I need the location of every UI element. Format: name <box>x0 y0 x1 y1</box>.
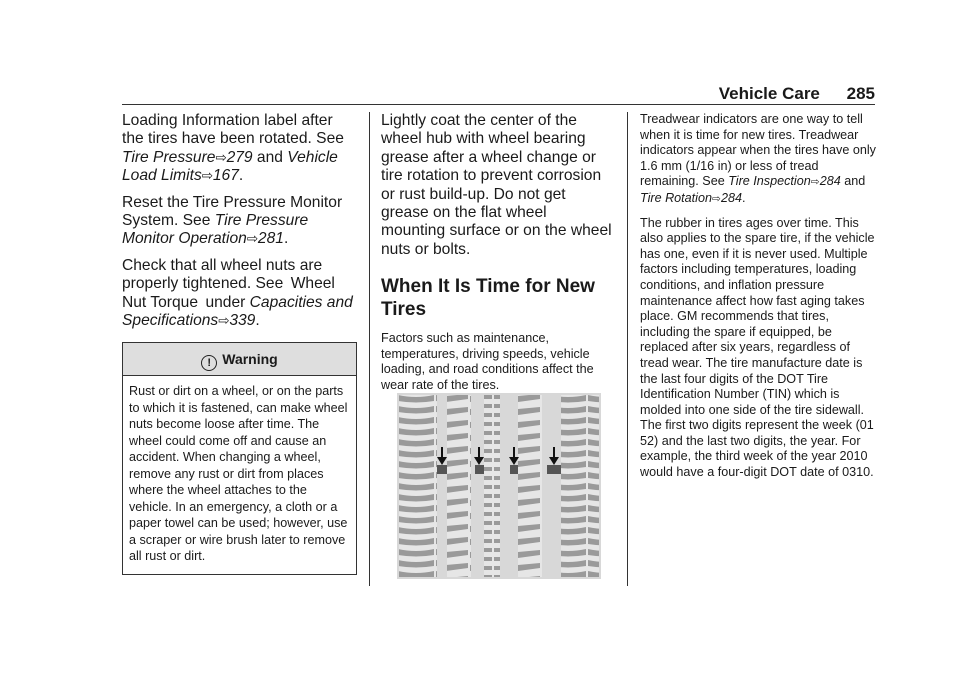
tread-rib <box>484 395 500 577</box>
cross-ref-link[interactable]: Tire Inspection <box>728 174 811 189</box>
paragraph: Loading Information label after the tires have been rotated. See Tire Pressure⇨279 and Vehicle Load Limits⇨167. <box>122 112 344 185</box>
ref-arrow-icon: ⇨ <box>201 168 213 184</box>
paragraph: Check that all wheel nuts are properly tightened. See Wheel Nut Torque under Capacities and Specifications⇨339. <box>122 256 353 330</box>
warning-title: Warning <box>222 351 278 368</box>
page-ref[interactable]: 284 <box>819 174 841 189</box>
paragraph: Reset the Tire Pressure Monitor System. See Tire Pressure Monitor Operation⇨281. <box>122 193 343 248</box>
warning-text: Rust or dirt on a wheel, or on the parts to which it is fastened, can make wheel nuts become loose after time. The wheel could come off and cause an accident. When changing a wheel, remove any rust or dirt from places where the wheel attaches to the vehicle. In an emergency, a cloth or a paper towel can be used; however, use a scraper or wire brush later to remove all rust or dirt. <box>129 384 348 564</box>
column-divider <box>369 112 370 586</box>
column-divider <box>627 112 628 586</box>
cross-ref-link[interactable]: Tire Rotation <box>640 190 712 205</box>
page-ref[interactable]: 167 <box>212 167 239 185</box>
tread-rib <box>561 395 599 577</box>
treadwear-indicator-illustration <box>397 393 601 579</box>
ref-arrow-icon: ⇨ <box>218 313 230 329</box>
header-rule <box>122 104 875 105</box>
wear-bar <box>547 465 561 474</box>
column-middle <box>381 112 614 402</box>
page-ref[interactable]: 284 <box>720 190 742 205</box>
paragraph: Treadwear indicators are one way to tell when it is time for new tires. Treadwear indicators appear when the tires have only 1.6 mm (1/16 in) or less of tread remaining. See Tire Inspection⇨284 and Tire Rotation⇨284. <box>640 112 876 205</box>
warning-icon: ! <box>201 355 217 371</box>
wear-bar <box>510 465 518 474</box>
page-ref[interactable]: 279 <box>226 148 253 166</box>
cross-ref-link[interactable]: Tire Pressure <box>122 148 216 166</box>
ref-arrow-icon: ⇨ <box>246 231 258 247</box>
ref-arrow-icon: ⇨ <box>711 192 721 205</box>
column-right <box>640 112 878 489</box>
column-left <box>122 112 357 575</box>
ref-arrow-icon: ⇨ <box>810 176 820 189</box>
paragraph: Lightly coat the center of the wheel hub with wheel bearing grease after a wheel change or tire rotation to prevent corrosion or rust build-up. Do not get grease on the flat wheel mounting surface or on the wheel nuts or bolts. <box>381 112 612 258</box>
warning-header <box>123 343 356 376</box>
page-ref[interactable]: 339 <box>229 312 256 330</box>
tread-rib <box>399 395 437 577</box>
wear-bar <box>437 465 447 474</box>
warning-box <box>122 342 357 575</box>
cross-ref-link[interactable]: Tire Pressure Monitor Operation <box>122 212 309 248</box>
paragraph: Factors such as maintenance, temperatures, driving speeds, vehicle loading, and road conditions affect the wear rate of the tires. <box>381 331 594 393</box>
ref-arrow-icon: ⇨ <box>215 149 227 165</box>
cross-ref-link[interactable]: Vehicle Load Limits <box>122 148 338 185</box>
section-heading: When It Is Time for New Tires <box>381 276 595 321</box>
cross-ref-link[interactable]: Capacities and Specifications <box>122 293 353 330</box>
paragraph: The rubber in tires ages over time. This also applies to the spare tire, if the vehicle has one, even if it is never used. Multiple factors including temperatures, loading conditions, and inflation pressure maintenance affect how fast aging takes place. GM recommends that tires, including the spare if equipped, be replaced after six years, regardless of tread wear. The tire manufacture date is the last four digits of the DOT Tire Identification Number (TIN) which is molded into one side of the tire sidewall. The first two digits represent the week (01 52) and the last two digits, the year. For example, the third week of the year 2010 would have a four-digit DOT date of 0310. <box>640 215 877 480</box>
section-title: Vehicle Care <box>718 84 820 103</box>
tread-rib <box>447 395 471 577</box>
page-number: 285 <box>846 84 875 103</box>
tread-rib <box>518 395 542 577</box>
wear-bar <box>475 465 484 474</box>
page-header <box>719 84 875 104</box>
page-ref[interactable]: 281 <box>257 230 284 248</box>
